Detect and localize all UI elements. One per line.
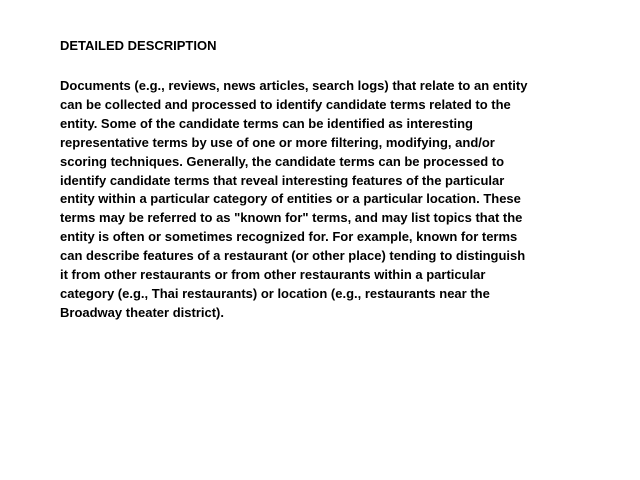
paragraph-line: it from other restaurants or from other restaurants within a particular: [60, 267, 486, 283]
paragraph-line: entity within a particular category of entities or a particular location. These: [60, 191, 521, 207]
paragraph-line: identify candidate terms that reveal interesting features of the particular: [60, 172, 505, 188]
paragraph-line: can be collected and processed to identify candidate terms related to the: [60, 96, 511, 112]
paragraph-line: category (e.g., Thai restaurants) or location (e.g., restaurants near the: [60, 285, 490, 301]
paragraph-line: Broadway theater district).: [60, 304, 224, 320]
description-paragraph: [60, 77, 600, 323]
paragraph-line: entity is often or sometimes recognized for. For example, known for terms: [60, 229, 518, 245]
paragraph-line: representative terms by use of one or more filtering, modifying, and/or: [60, 134, 495, 150]
paragraph-line: terms may be referred to as "known for" terms, and may list topics that the: [60, 210, 523, 226]
paragraph-line: can describe features of a restaurant (or other place) tending to distinguish: [60, 248, 526, 264]
paragraph-line: Documents (e.g., reviews, news articles, search logs) that relate to an entity: [60, 78, 528, 93]
paragraph-line: entity. Some of the candidate terms can be identified as interesting: [60, 115, 473, 131]
paragraph-line: scoring techniques. Generally, the candidate terms can be processed to: [60, 153, 505, 169]
section-heading: DETAILED DESCRIPTION: [60, 38, 217, 53]
